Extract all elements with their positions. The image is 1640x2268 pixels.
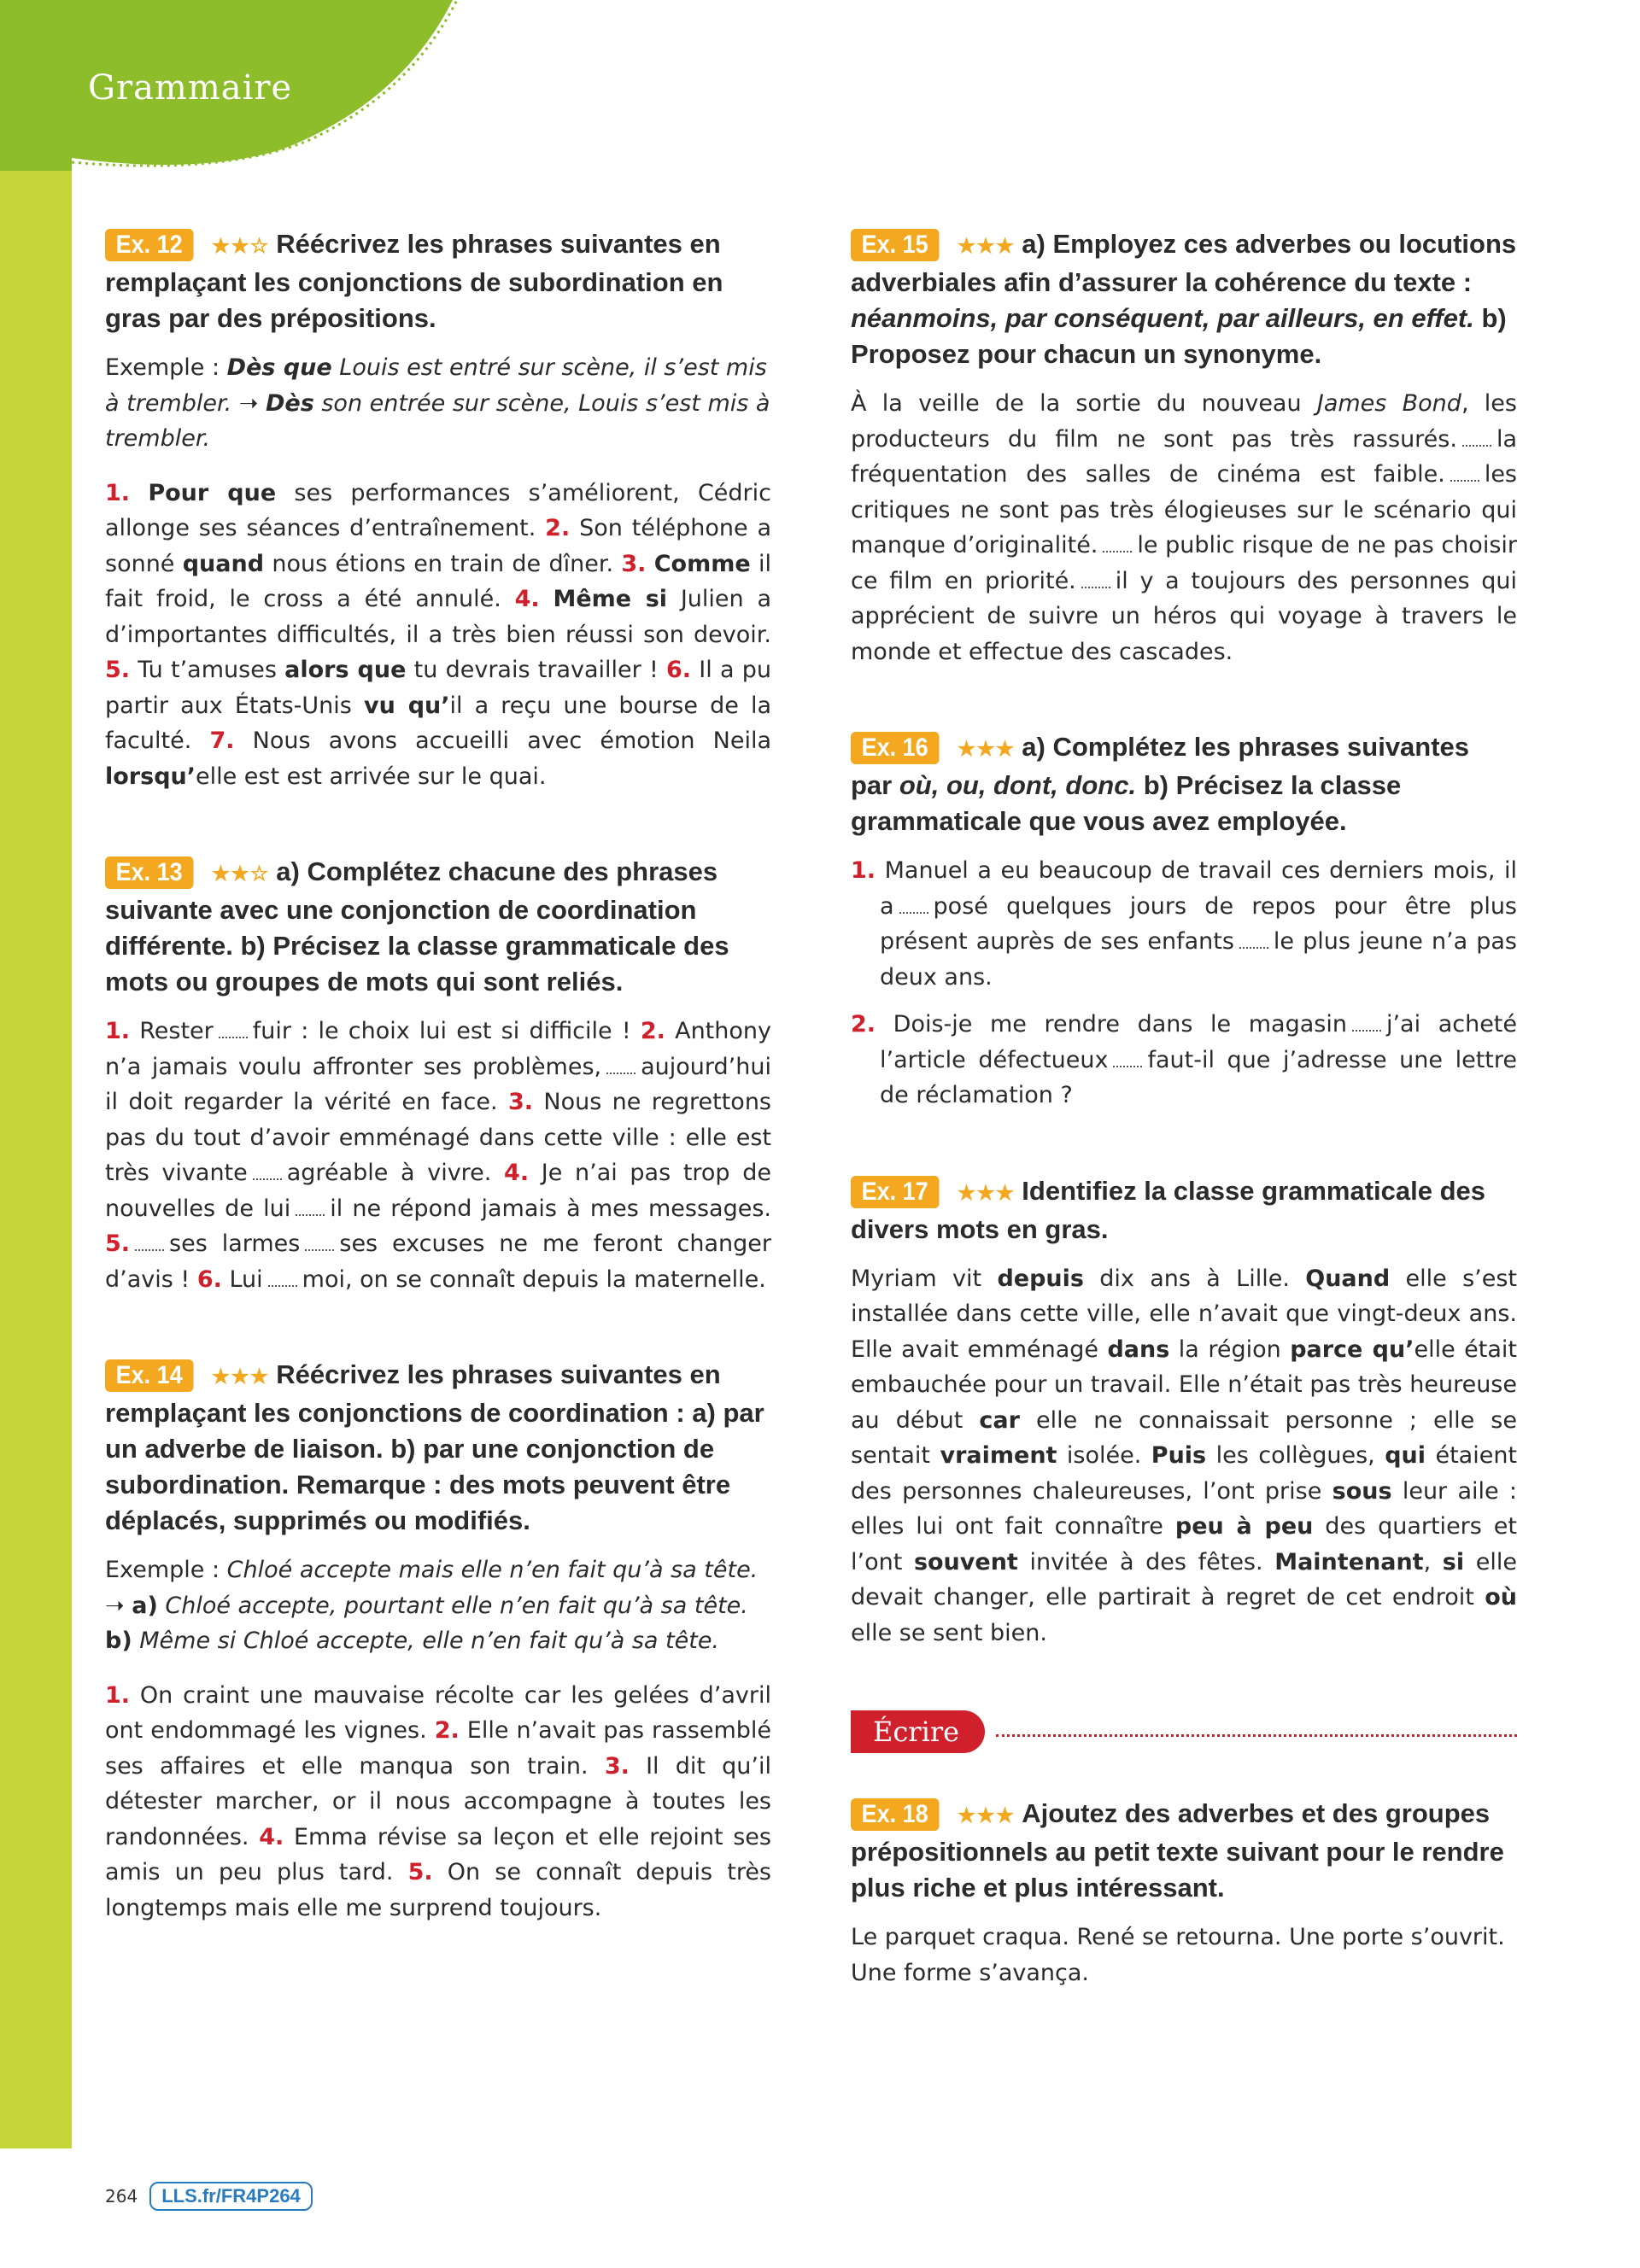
text-segment: dix ans à Lille. xyxy=(1083,1265,1306,1292)
text-segment: elle se sent bien. xyxy=(851,1619,1047,1646)
difficulty-stars-icon: ★★☆ xyxy=(211,862,270,886)
exercise-instruction: Réécrivez les phrases suivantes en remplaçant les conjonctions de subordination en gras par des prépositions. xyxy=(105,229,723,333)
page-section-title: Grammaire xyxy=(88,68,293,108)
bold-word: Maintenant xyxy=(1274,1548,1424,1575)
bold-word: Quand xyxy=(1305,1265,1391,1292)
difficulty-stars-icon: ★★★ xyxy=(957,738,1016,761)
bold-word: souvent xyxy=(913,1548,1018,1575)
bold-word: dans xyxy=(1107,1336,1170,1363)
text-segment: isolée. xyxy=(1057,1442,1151,1469)
blank-field[interactable] xyxy=(1450,465,1479,482)
blank-field[interactable] xyxy=(606,1057,636,1074)
text-segment: elle ne connaissait personne ; elle se sentait xyxy=(851,1406,1517,1469)
blank-field[interactable] xyxy=(1352,1014,1381,1032)
exercise-12 xyxy=(105,226,771,794)
blank-field[interactable] xyxy=(1081,571,1110,588)
exercise-badge: Ex. 14 xyxy=(105,1359,193,1392)
exercise-15-header: Ex. 15 ★★★ a) Employez ces adverbes ou locutions adverbiales afin d’assurer la cohérence du texte : néanmoins, par conséquent, par ailleurs, en effet. b) Proposez pour chacun un synonyme. xyxy=(851,229,1517,369)
difficulty-stars-icon: ★★★ xyxy=(957,235,1016,258)
section-label: Écrire xyxy=(851,1710,985,1753)
difficulty-stars-icon: ★★★ xyxy=(957,1804,1016,1827)
blank-field[interactable] xyxy=(253,1163,282,1180)
exercise-12-header xyxy=(105,226,771,336)
exercise-instruction: Réécrivez les phrases suivantes en remplaçant les conjonctions de coordination : a) par un adverbe de liaison. b) par une conjonction de subordination. Remarque : des mots peuvent être déplacés, supprimés ou modifiés. xyxy=(105,1359,764,1535)
text-segment: elle s’est installée dans cette ville, elle n’avait que vingt-deux ans. Elle avait emménagé xyxy=(851,1265,1517,1363)
exercise-16-header: Ex. 16 ★★★ a) Complétez les phrases suivantes par où, ou, dont, donc. b) Précisez la classe grammaticale que vous avez employée. xyxy=(851,732,1470,836)
right-column xyxy=(851,226,1517,2050)
text-segment: elle était embauchée pour un travail. Elle n’était pas très heureuse au début xyxy=(851,1336,1517,1434)
blank-field[interactable] xyxy=(1103,535,1132,552)
exercise-sentences: 1. On craint une mauvaise récolte car les gelées d’avril ont endommagé les vignes. 2. Elle n’avait pas rassemblé ses affaires et elle manqua son train. 3. Il dit qu’il détester marcher, or il nous accompagne à toutes les randonnées. 4. Emma révise sa leçon et elle rejoint ses amis un peu plus tard. 5. On se connaît depuis très longtemps mais elle me surprend toujours. xyxy=(105,1681,772,1921)
page-footer xyxy=(105,2182,313,2211)
bold-word: qui xyxy=(1385,1442,1426,1469)
exercise-sentences: 1. Rester fuir : le choix lui est si difficile ! 2. Anthony n’a jamais voulu affronter ses problèmes, aujourd’hui il doit regarder la vérité en face. 3. Nous ne regrettons pas du tout d’avoir emménagé dans cette ville : elle est très vivante agréable à vivre. 4. Je n’ai pas trop de nouvelles de lui il ne répond jamais à mes messages. 5. ses larmes ses excuses ne me feront changer d’avis ! 6. Lui moi, on se connaît depuis la maternelle. xyxy=(105,1018,772,1293)
section-divider xyxy=(996,1734,1517,1737)
bold-word: vraiment xyxy=(940,1442,1057,1469)
bold-word: où xyxy=(1485,1584,1517,1610)
exercise-16 xyxy=(851,729,1517,1114)
bold-word: sous xyxy=(1332,1477,1392,1505)
exercise-badge: Ex. 13 xyxy=(105,856,193,889)
exercise-14 xyxy=(105,1357,771,1926)
exercise-17 xyxy=(851,1173,1517,1651)
text-segment: leur aile : elles lui ont fait connaître xyxy=(851,1477,1517,1540)
exercise-15 xyxy=(851,226,1517,669)
blank-field[interactable] xyxy=(135,1234,164,1251)
bold-word: Puis xyxy=(1151,1442,1207,1469)
blank-field[interactable] xyxy=(899,897,928,914)
blank-field[interactable] xyxy=(219,1021,248,1038)
page-number: 264 xyxy=(105,2186,138,2207)
text-segment: elle devait changer, elle partirait à regret de cet endroit xyxy=(851,1548,1517,1610)
exercise-example: Exemple : Dès que Louis est entré sur scène, il s’est mis à trembler. ➝ Dès son entrée sur scène, Louis s’est mis à trembler. xyxy=(105,354,770,452)
bold-word: peu à peu xyxy=(1174,1513,1314,1540)
difficulty-stars-icon: ★★★ xyxy=(957,1181,1016,1205)
difficulty-stars-icon: ★★★ xyxy=(211,1365,270,1388)
exercise-13-header xyxy=(105,854,771,1000)
left-column xyxy=(105,226,771,1985)
exercise-instruction: Identifiez la classe grammaticale des divers mots en gras. xyxy=(851,1175,1486,1244)
exercise-sentences: 1. Pour que ses performances s’améliorent, Cédric allonge ses séances d’entraînement. 2. Son téléphone a sonné quand nous étions en train de dîner. 3. Comme il fait froid, le cross a été annulé. 4. Même si Julien a d’importantes difficultés, il a très bien réussi son devoir. 5. Tu t’amuses alors que tu devrais travailler ! 6. Il a pu partir aux États-Unis vu qu’il a reçu une bourse de la faculté. 7. Nous avons accueilli avec émotion Neila lorsqu’elle est est arrivée sur le quai. xyxy=(105,479,771,790)
exercise-badge: Ex. 15 xyxy=(851,229,939,261)
exercise-instruction: Ajoutez des adverbes et des groupes prépositionnels au petit texte suivant pour le rendre plus riche et plus intéressant. xyxy=(851,1798,1504,1903)
exercise-text xyxy=(851,1261,1517,1651)
blank-field[interactable] xyxy=(305,1234,334,1251)
list-item: 2. Dois-je me rendre dans le magasin j’ai acheté l’article défectueux faut-il que j’adresse une lettre de réclamation ? xyxy=(851,1011,1518,1108)
blank-field[interactable] xyxy=(1462,430,1491,447)
text-segment: étaient des personnes chaleureuses, l’ont prise xyxy=(851,1442,1518,1505)
text-segment: les collègues, xyxy=(1206,1442,1385,1469)
bold-word: si xyxy=(1442,1548,1465,1575)
resource-link[interactable]: LLS.fr/FR4P264 xyxy=(149,2182,313,2211)
blank-field[interactable] xyxy=(1113,1050,1142,1067)
bold-word: depuis xyxy=(997,1265,1084,1292)
exercise-17-header xyxy=(851,1173,1517,1248)
text-segment: invitée à des fêtes. xyxy=(1017,1548,1275,1575)
exercise-badge: Ex. 16 xyxy=(851,732,939,764)
bold-word: parce qu’ xyxy=(1290,1336,1414,1363)
text-segment: , xyxy=(1423,1548,1443,1575)
text-segment: Myriam vit xyxy=(851,1265,998,1292)
exercise-instruction: a) Complétez chacune des phrases suivante avec une conjonction de coordination différente. b) Précisez la classe grammaticale des mots ou groupes de mots qui sont reliés. xyxy=(105,856,729,997)
exercise-18 xyxy=(851,1796,1517,1990)
text-segment: la région xyxy=(1169,1336,1291,1363)
blank-field[interactable] xyxy=(1239,932,1268,949)
section-header-ecrire xyxy=(851,1710,1517,1762)
blank-field[interactable] xyxy=(296,1199,325,1216)
exercise-badge: Ex. 12 xyxy=(105,229,193,261)
exercise-text: À la veille de la sortie du nouveau James Bond, les producteurs du film ne sont pas très rassurés. la fréquentation des salles de cinéma est faible. les critiques ne sont pas très élogieuses sur le scénario qui manque d’originalité. le public risque de ne pas choisir ce film en priorité. il y a toujours des personnes qui apprécient de suivre un héros qui voyage à travers le monde et effectue des cascades. xyxy=(851,390,1517,665)
exercise-badge: Ex. 18 xyxy=(851,1798,939,1831)
exercise-example: Exemple : Chloé accepte mais elle n’en fait qu’à sa tête. ➝ a) Chloé accepte, pourtant elle n’en fait qu’à sa tête. b) Même si Chloé accepte, elle n’en fait qu’à sa tête. xyxy=(105,1557,758,1654)
exercise-text: Le parquet craqua. René se retourna. Une porte s’ouvrit. Une forme s’avança. xyxy=(851,1924,1505,1986)
exercise-13 xyxy=(105,854,771,1297)
exercise-badge: Ex. 17 xyxy=(851,1176,939,1208)
blank-field[interactable] xyxy=(268,1270,297,1287)
bold-word: car xyxy=(979,1406,1020,1434)
text-segment: des quartiers et l’ont xyxy=(851,1513,1517,1575)
list-item: 1. Manuel a eu beaucoup de travail ces derniers mois, il a posé quelques jours de repos pour être plus présent auprès de ses enfants le plus jeune n’a pas deux ans. xyxy=(851,857,1517,991)
exercise-18-header xyxy=(851,1796,1517,1906)
arrow-icon: ➝ xyxy=(105,1592,125,1619)
left-margin-band xyxy=(0,0,72,2148)
difficulty-stars-icon: ★★☆ xyxy=(211,235,270,258)
exercise-14-header xyxy=(105,1357,771,1539)
